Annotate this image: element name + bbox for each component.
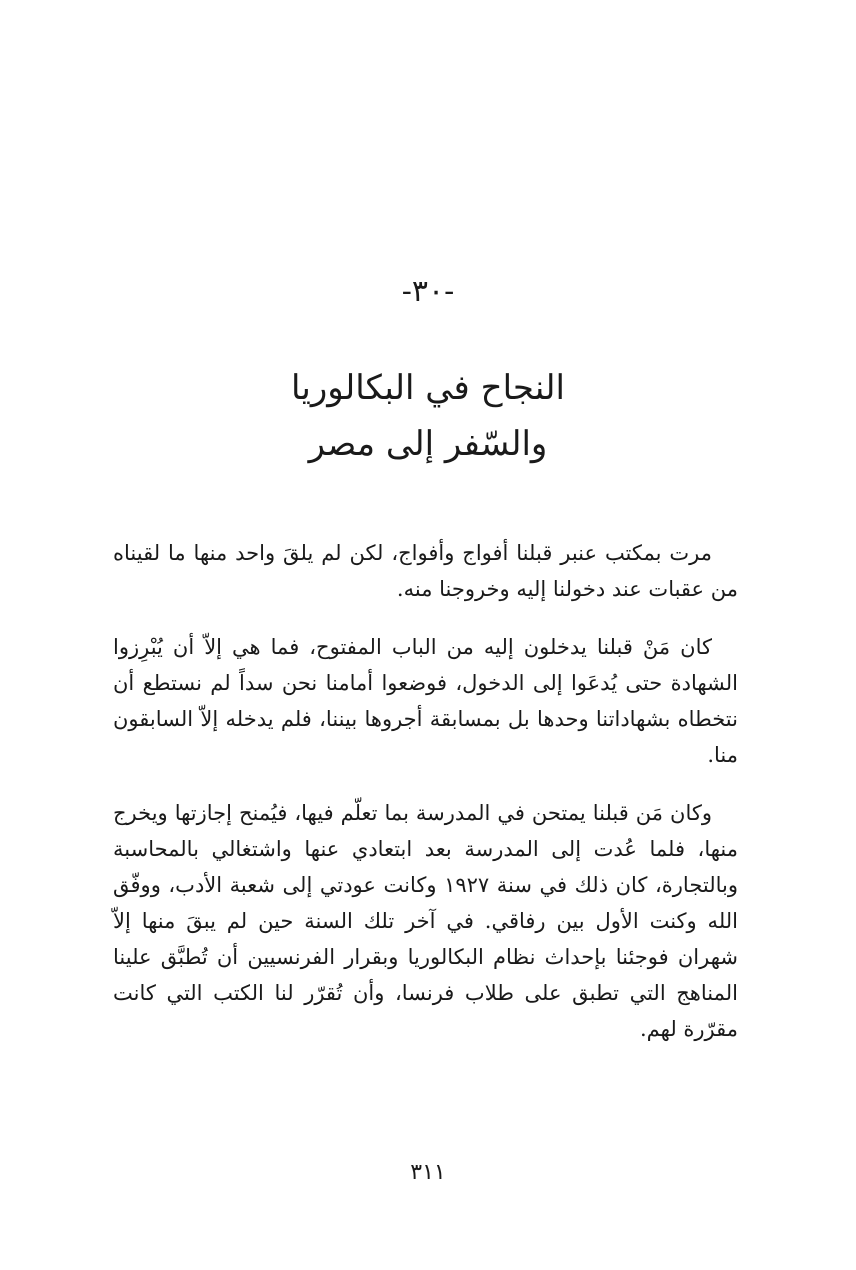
chapter-number: -٣٠- <box>401 274 455 309</box>
paragraph-1: مرت بمكتب عنبر قبلنا أفواج وأفواج، لكن لم يلقَ واحد منها ما لقيناه من عقبات عند دخولنا إليه وخروجنا منه. <box>113 541 738 601</box>
chapter-title <box>0 360 856 472</box>
body-text <box>113 535 738 1069</box>
page-number: ٣١١ <box>410 1160 446 1185</box>
chapter-title-line-2: والسّفر إلى مصر <box>308 424 548 464</box>
paragraph-2: كان مَنْ قبلنا يدخلون إليه من الباب المفتوح، فما هي إلاّ أن يُبْرِزوا الشهادة حتى يُدعَوا إلى الدخول، فوضعوا أمامنا نحن سداً لم نستطع أن نتخطاه بشهاداتنا وحدها بل بمسابقة أجروها بيننا، فلم يدخله إلاّ السابقون منا. <box>113 635 738 767</box>
chapter-title-line-1: النجاح في البكالوريا <box>291 368 565 408</box>
paragraph-3: وكان مَن قبلنا يمتحن في المدرسة بما تعلّم فيها، فيُمنح إجازتها ويخرج منها، فلما عُدت إلى المدرسة بعد ابتعادي عنها واشتغالي بالمحاسبة وبالتجارة، كان ذلك في سنة ١٩٢٧ وكانت عودتي إلى شعبة الأدب، ووفّق الله وكنت الأول بين رفاقي. في آخر تلك السنة حين لم يبقَ منها إلاّ شهران فوجئنا بإحداث نظام البكالوريا وبقرار الفرنسيين أن تُطبَّق علينا المناهج التي تطبق على طلاب فرنسا، وأن تُقرّر لنا الكتب التي كانت مقرّرة لهم. <box>113 801 738 1041</box>
